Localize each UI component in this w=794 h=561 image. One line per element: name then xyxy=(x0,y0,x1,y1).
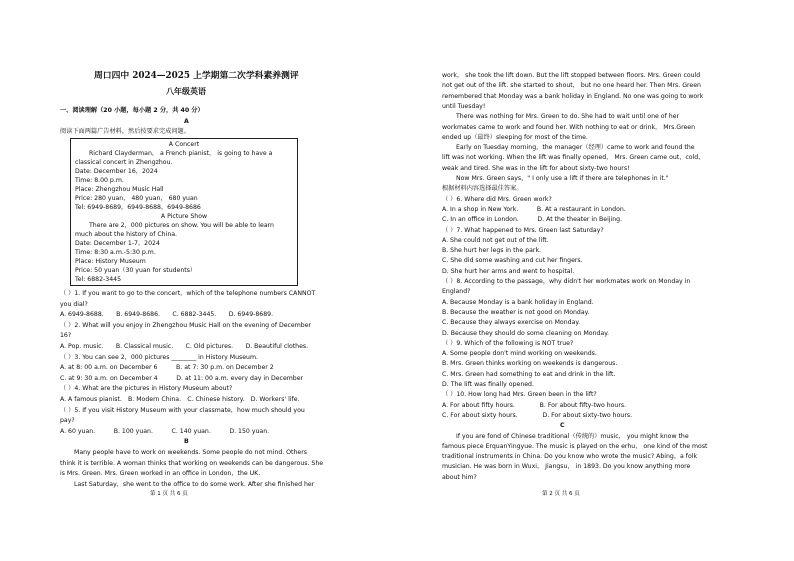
text-line: weak and tired. She was in the lift for about sixty-two hours! xyxy=(442,164,630,172)
ad-line: Date: December 1-7，2024 xyxy=(75,240,160,247)
ad-line: Tel: 6882-3445 xyxy=(75,276,122,283)
passage-a-label: A xyxy=(184,118,189,125)
question-line: （ ）6. Where did Mrs. Green work? xyxy=(442,195,552,203)
text-line: B. She hurt her legs in the park. xyxy=(442,247,542,255)
text-line: pay? xyxy=(60,417,75,425)
text-line: work， she took the lift down. But the lift stopped between floors. Mrs. Green could xyxy=(442,72,701,79)
question-line: （ ）2. What will you enjoy in Zhengzhou Music Hall on the evening of December xyxy=(60,321,312,329)
question-line: （ ）5. If you visit History Museum with your classmate，how much should you xyxy=(60,406,305,414)
text-line: C xyxy=(560,422,565,430)
question-line: （ ）4. What are the pictures in History Museum about? xyxy=(60,385,233,393)
text-line: There was nothing for Mrs. Green to do. She had to wait until one of her xyxy=(456,113,679,121)
page-footer: 第 1 页 共 6 页 xyxy=(150,491,188,497)
text-line: Many people have to work on weekends. Some people do not mind. Others xyxy=(74,449,307,456)
instruction: 阅读下面两篇广告材料，然后按要求完成问题。 xyxy=(60,128,190,135)
text-line: is Mrs. Green. Mrs. Green worked in an office in London，the UK. xyxy=(60,470,261,478)
question-line: （ ）9. Which of the following is NOT true? xyxy=(442,339,574,347)
text-line: A. A famous pianist. B. Modern China. C. Chinese history. D. Workers' life. xyxy=(60,396,300,403)
section-heading: 一、阅读理解（20 小题，每小题 2 分，共 40 分） xyxy=(60,107,204,114)
text-line: C. Mrs. Green had something to eat and drink in the lift. xyxy=(442,370,616,378)
text-line: C. In an office in London. D. At the theater in Beijing. xyxy=(442,216,623,224)
text-line: A. Pop. music. B. Classical music. C. Old pictures. D. Beautiful clothes. xyxy=(60,343,309,350)
text-line: think it is terrible. A woman thinks that working on weekends can be dangerous. She xyxy=(60,459,324,467)
text-line: A. 6949-8688. B. 6949-8686. C. 6882-3445. D. 6949-8689. xyxy=(60,311,274,319)
text-line: until Tuesday! xyxy=(442,102,486,110)
text-line: B xyxy=(184,438,189,446)
ad-line: Time: 8:30 a.m.-5:30 p.m. xyxy=(75,249,156,256)
page-footer: 第 2 页 共 6 页 xyxy=(542,491,580,497)
text-line: about him? xyxy=(442,473,477,481)
question-line: （ ）7. What happened to Mrs. Green last Saturday? xyxy=(442,226,604,234)
page-right xyxy=(442,0,708,561)
text-line: C. at 9: 30 a.m. on December 4 D. at 11: 00 a.m. every day in December xyxy=(60,374,304,382)
page-left xyxy=(60,0,322,561)
text-line: England? xyxy=(442,288,471,296)
text-line: A. For about fifty hours. B. For about fifty-two hours. xyxy=(442,401,627,409)
ad-heading: A Concert xyxy=(168,141,200,148)
ad-line: Price: 50 yuan（30 yuan for students） xyxy=(75,267,197,274)
text-line: A. Because Monday is a bank holiday in England. xyxy=(442,298,594,306)
ad-line: Time: 8.00 p.m. xyxy=(75,177,124,184)
text-line: D. Because they should do some cleaning on Monday. xyxy=(442,329,609,337)
question-line: （ ）3. You can see 2，000 pictures ________ in History Museum. xyxy=(60,353,258,361)
text-line: B. Because the weather is not good on Monday. xyxy=(442,308,590,316)
ad-line: Place: Zhengzhou Music Hall xyxy=(75,186,164,193)
text-line: 16? xyxy=(60,332,72,340)
text-line: you dial? xyxy=(60,300,88,308)
question-line: （ ）1. If you want to go to the concert，which of the telephone numbers CANNOT xyxy=(60,290,316,297)
text-line: workmates came to work and found her. With nothing to eat or drink， Mrs.Green xyxy=(442,123,696,131)
ad-line: classical concert in Zhengzhou. xyxy=(75,159,173,166)
text-line: lift was not working. When the lift was finally opened， Mrs. Green came out，cold， xyxy=(442,154,705,162)
question-line: （ ）8. According to the passage，why didn't her workmates work on Monday in xyxy=(442,278,691,285)
ad-line: Date: December 16，2024 xyxy=(75,168,158,175)
text-line: A. In a shop in New York. B. At a restaurant in London. xyxy=(442,205,626,213)
text-line: A. She could not get out of the lift. xyxy=(442,236,549,244)
exam-subtitle: 八年级英语 xyxy=(166,86,206,96)
text-line: remembered that Monday was a bank holiday in England. No one was going to work xyxy=(442,92,704,100)
text-line: Now Mrs. Green says，" I only use a lift if there are telephones in it." xyxy=(456,175,669,182)
ad-line: Richard Clayderman， a French pianist， is going to have a xyxy=(89,150,273,157)
text-line: C. For about sixty hours. D. For about sixty-two hours. xyxy=(442,411,633,419)
question-line: （ ）10. How long had Mrs. Green been in the lift? xyxy=(442,391,597,399)
text-line: Last Saturday，she went to the office to do some work. After she finished her xyxy=(74,480,315,488)
ad-line: much about the history of China. xyxy=(75,231,178,238)
text-line: ended up（最终）sleeping for most of the time. xyxy=(442,133,588,141)
text-line: A. Some people don't mind working on weekends. xyxy=(442,350,597,358)
ad-line: Tel: 6949-8689，6949-8688，6949-8686 xyxy=(75,204,201,211)
text-line: D. She hurt her arms and went to hospital. xyxy=(442,267,575,275)
ad-line: There are 2，000 pictures on show. You will be able to learn xyxy=(89,222,274,229)
text-line: A. 60 yuan. B. 100 yuan. C. 140 yuan. D. 150 yuan. xyxy=(60,427,270,435)
advertisement-box xyxy=(70,138,298,286)
exam-title: 周口四中 2024—2025 上学期第二次学科素养测评 xyxy=(94,71,299,81)
ad-heading: A Picture Show xyxy=(160,213,208,220)
text-line: C. Because they always exercise on Monday. xyxy=(442,319,581,327)
text-line: not get out of the lift. she started to shout， but no one heard her. Then Mrs. Green xyxy=(442,82,701,90)
text-line: C. She did some washing and cut her fingers. xyxy=(442,257,583,265)
ad-line: Place: History Museum xyxy=(75,258,146,265)
ad-line: Price: 280 yuan， 480 yuan， 680 yuan xyxy=(75,195,198,202)
text-line: famous piece ErquanYingyue. The music is played on the erhu， one kind of the most xyxy=(442,442,708,450)
text-line: D. The lift was finally opened. xyxy=(442,381,534,388)
text-line: Early on Tuesday morning，the manager（经理）came to work and found the xyxy=(456,144,695,152)
text-line: A. at 8: 00 a.m. on December 6 B. at 7: 30 p.m. on December 2 xyxy=(60,364,274,372)
text-line: traditional instruments in China. Do you know who wrote the music? Abing，a folk xyxy=(442,453,698,461)
text-line: musician. He was born in Wuxi， Jiangsu， in 1893. Do you know anything more xyxy=(442,463,691,471)
text-line: B. Mrs. Green thinks working on weekends is dangerous. xyxy=(442,360,618,368)
text-line: If you are fond of Chinese traditional（传统的）music， you might know the xyxy=(456,432,689,440)
text-line: 根据材料内容选择最佳答案。 xyxy=(442,185,523,193)
